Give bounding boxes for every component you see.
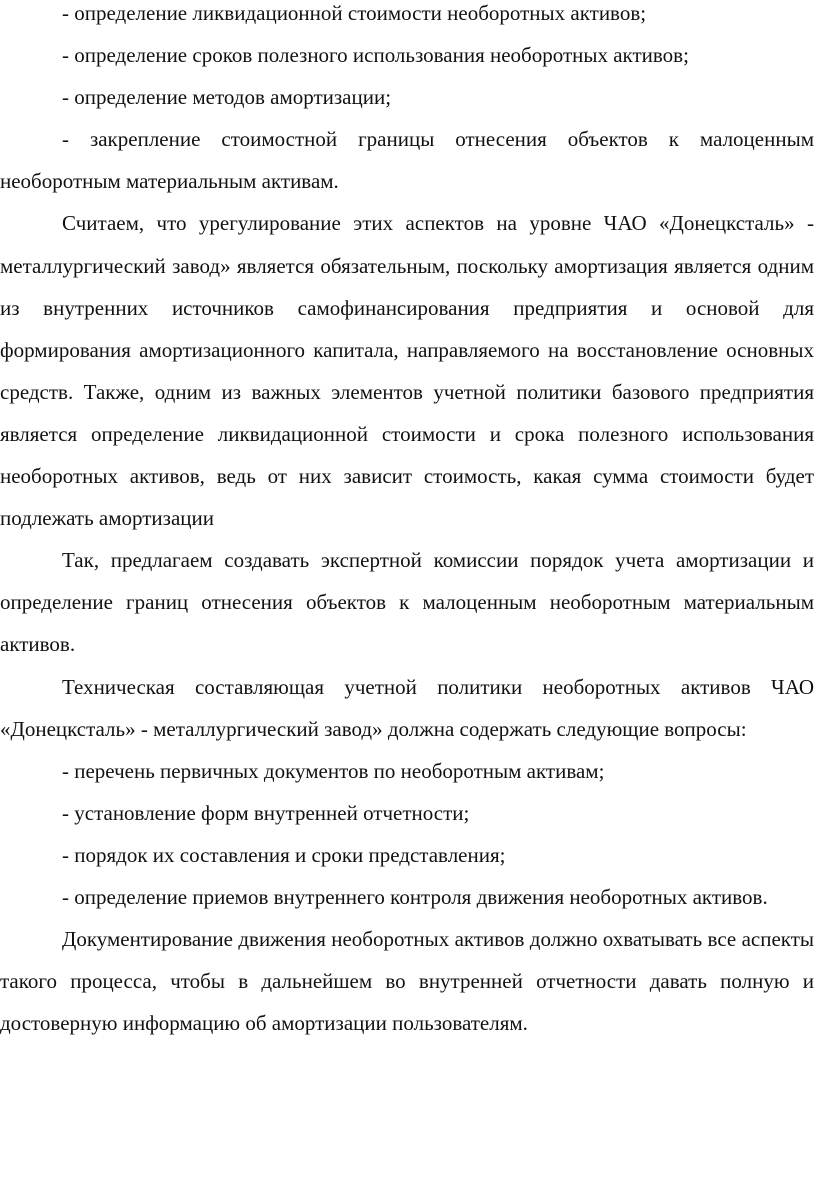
list-item-internal-control: - определение приемов внутреннего контроля движения необоротных активов.: [62, 884, 768, 909]
list-item-depreciation-methods: - определение методов амортизации;: [62, 85, 392, 110]
paragraph-expert-commission: Так, предлагаем создавать экспертной комиссии порядок учета амортизации и определение границ отнесения объектов к малоценным необоротным материальным активов.: [0, 548, 814, 657]
list-item-preparation-order: - порядок их составления и сроки представления;: [62, 842, 506, 867]
paragraph-technical-component: Техническая составляющая учетной политики необоротных активов ЧАО «Донецксталь» - металлургический завод» должна содержать следующие вопросы:: [0, 674, 814, 741]
list-item-cost-threshold: - закрепление стоимостной границы отнесения объектов к малоценным необоротным материальным активам.: [0, 127, 814, 194]
list-item-useful-life: - определение сроков полезного использования необоротных активов;: [62, 43, 689, 68]
list-item-liquidation-value: - определение ликвидационной стоимости необоротных активов;: [62, 1, 647, 25]
list-item-internal-reporting-forms: - установление форм внутренней отчетности;: [62, 800, 470, 825]
paragraph-documenting: Документирование движения необоротных активов должно охватывать все аспекты такого процесса, чтобы в дальнейшем во внутренней отчетности давать полную и достоверную информацию об амортизации пользователям.: [0, 927, 814, 1036]
paragraph-regulation: Считаем, что урегулирование этих аспектов на уровне ЧАО «Донецксталь» - металлургический завод» является обязательным, поскольку амортизация является одним из внутренних источников самофинансирования предприятия и основой для формирования амортизационного капитала, направляемого на восстановление основных средств. Также, одним из важных элементов учетной политики базового предприятия является определение ликвидационной стоимости и срока полезного использования необоротных активов, ведь от них зависит стоимость, какая сумма стоимости будет подлежать амортизации: [0, 211, 814, 531]
list-item-primary-documents: - перечень первичных документов по необоротным активам;: [62, 758, 605, 783]
